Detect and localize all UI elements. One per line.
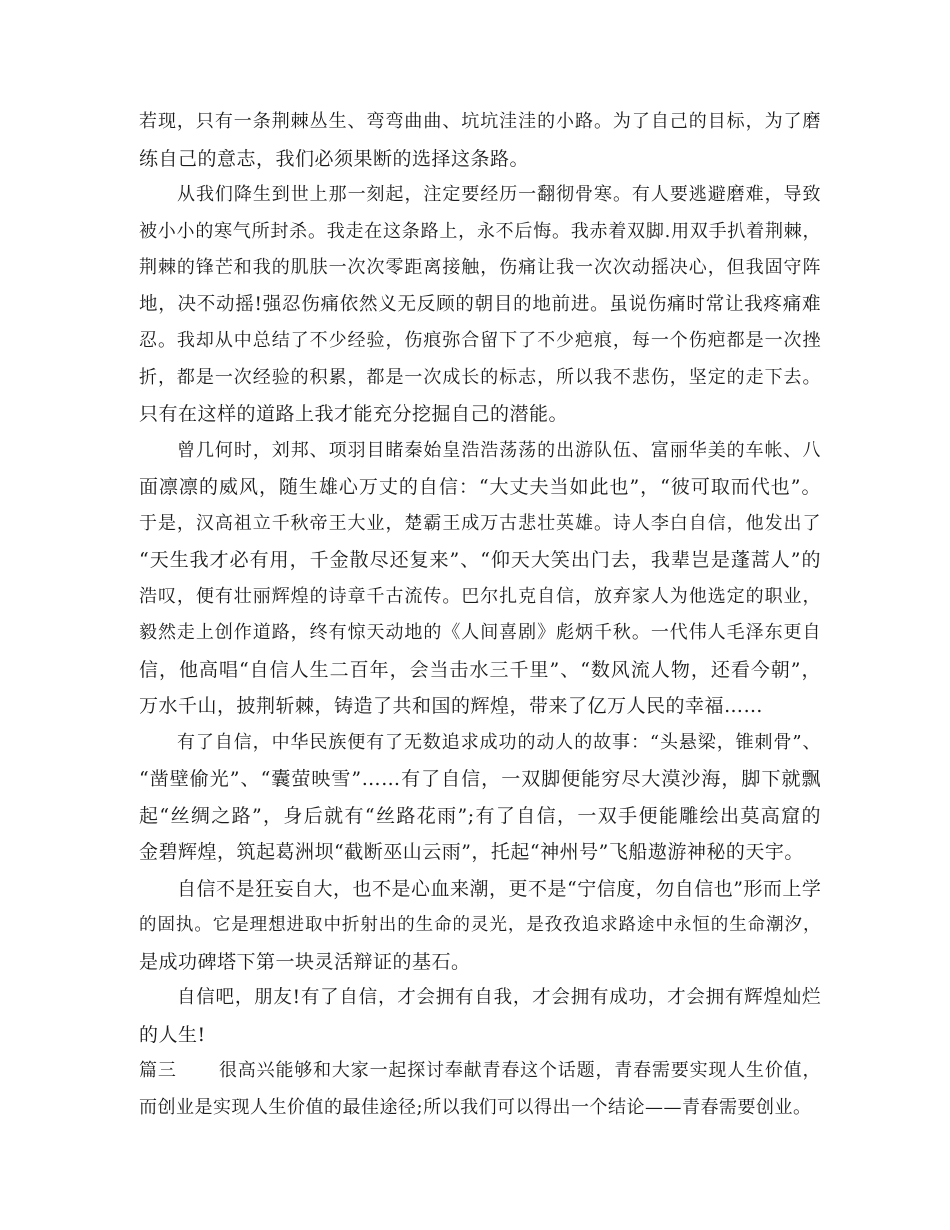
text-line: 浩叹，便有壮丽辉煌的诗章千古流传。巴尔扎克自信，放弃家人为他选定的职业， — [139, 585, 821, 607]
text-line: “凿壁偷光”、“囊萤映雪”……有了自信，一双脚便能穷尽大漠沙海，脚下就飘 — [139, 768, 821, 790]
text-line: “天生我才必有用，千金散尽还复来”、“仰天大笑出门去，我辈岂是蓬蒿人”的 — [139, 549, 821, 571]
text-line: 从我们降生到世上那一刻起，注定要经历一翻彻骨寒。有人要逃避磨难，导致 — [177, 184, 821, 205]
text-line: 面凛凛的威风，随生雄心万丈的自信：“大丈夫当如此也”，“彼可取而代也”。 — [139, 476, 821, 498]
section-label: 篇三 — [139, 1060, 177, 1081]
text-line: 自信吧，朋友!有了自信，才会拥有自我，才会拥有成功，才会拥有辉煌灿烂 — [177, 987, 821, 1008]
section-three — [139, 1053, 821, 1126]
text-line: 金碧辉煌，筑起葛洲坝“截断巫山云雨”，托起“神州号”飞船遨游神秘的天宇。 — [139, 841, 804, 863]
paragraph — [139, 871, 821, 981]
document-body — [139, 104, 821, 1126]
paragraph — [139, 433, 821, 725]
text-line: 的人生! — [139, 1023, 206, 1046]
text-line: 被小小的寒气所封杀。我走在这条路上，永不后悔。我赤着双脚.用双手扒着荆棘， — [139, 220, 821, 242]
paragraph — [139, 104, 821, 177]
text-line: 自信不是狂妄自大，也不是心血来潮，更不是“宁信度，勿自信也”形而上学 — [177, 877, 822, 900]
text-line: 毅然走上创作道路，终有惊天动地的《人间喜剧》彪炳千秋。一代伟人毛泽东更自 — [139, 622, 821, 643]
text-line: 有了自信，中华民族便有了无数追求成功的动人的故事：“头悬梁，锥刺骨”、 — [177, 731, 821, 753]
text-line: 是成功碑塔下第一块灵活辩证的基石。 — [139, 950, 471, 973]
paragraph — [139, 177, 821, 433]
text-line: 若现，只有一条荆棘丛生、弯弯曲曲、坑坑洼洼的小路。为了自己的目标，为了磨 — [139, 111, 821, 132]
section-first-line — [139, 1053, 821, 1090]
text-line: 的固执。它是理想进取中折射出的生命的灵光，是孜孜追求路途中永恒的生命潮汐， — [139, 915, 821, 935]
text-line: 于是，汉高祖立千秋帝王大业，楚霸王成万古悲壮英雄。诗人李白自信，他发出了 — [139, 512, 821, 534]
text-line: 地，决不动摇!强忍伤痛依然义无反顾的朝目的地前进。虽说伤痛时常让我疼痛难 — [139, 293, 821, 315]
text-line: 折，都是一次经验的积累，都是一次成长的标志，所以我不悲伤，坚定的走下去。 — [139, 366, 821, 388]
paragraph — [139, 725, 821, 871]
text-line: 信，他高唱“自信人生二百年，会当击水三千里”、“数风流人物，还看今朝”， — [139, 658, 821, 681]
text-line: 而创业是实现人生价值的最佳途径;所以我们可以得出一个结论——青春需要创业。 — [139, 1096, 812, 1118]
paragraph — [139, 980, 821, 1053]
text-line: 荆棘的锋芒和我的肌肤一次次零距离接触，伤痛让我一次次动摇决心，但我固守阵 — [139, 257, 821, 278]
text-line: 起“丝绸之路”，身后就有“丝路花雨”;有了自信，一双手便能雕绘出莫高窟的 — [139, 804, 821, 827]
text-line: 曾几何时，刘邦、项羽目睹秦始皇浩浩荡荡的出游队伍、富丽华美的车帐、八 — [177, 439, 821, 461]
section-line-text: 很高兴能够和大家一起探讨奉献青春这个话题，青春需要实现人生价值， — [218, 1060, 822, 1081]
text-line: 练自己的意志，我们必须果断的选择这条路。 — [139, 147, 530, 170]
text-line: 只有在这样的道路上我才能充分挖掘自己的潜能。 — [139, 403, 569, 425]
text-line: 万水千山，披荆斩棘，铸造了共和国的辉煌，带来了亿万人民的幸福…… — [139, 695, 764, 717]
text-line: 忍。我却从中总结了不少经验，伤痕弥合留下了不少疤痕，每一个伤疤都是一次挫 — [139, 330, 821, 351]
